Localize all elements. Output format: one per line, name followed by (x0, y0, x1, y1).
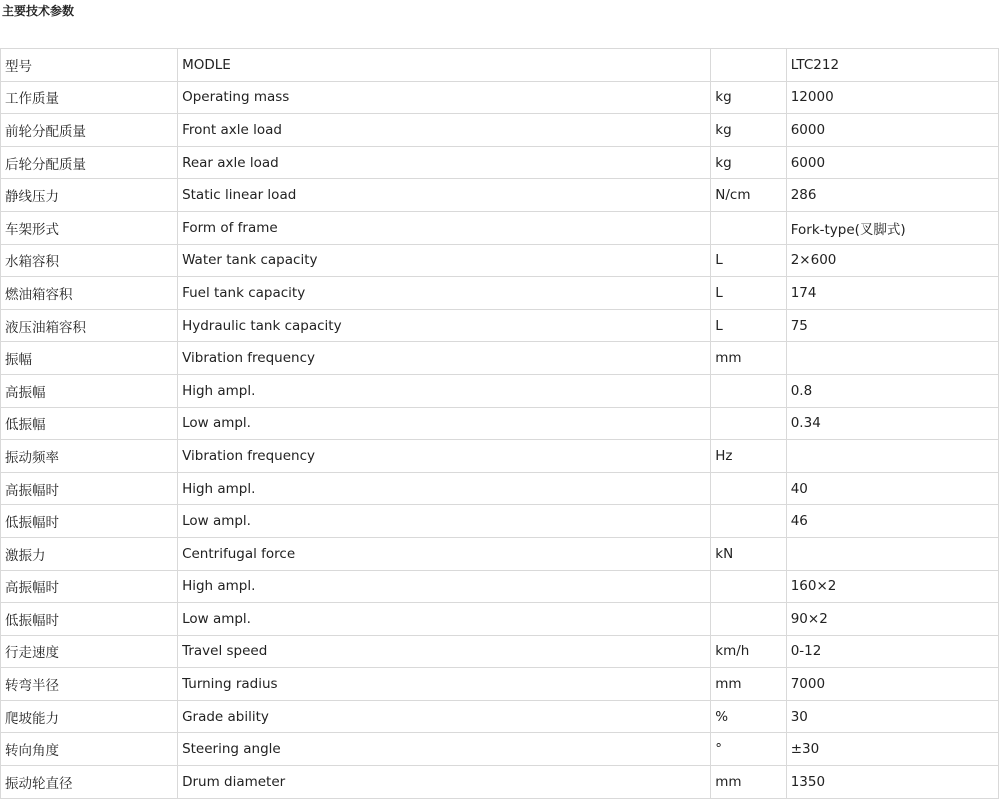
table-row (1, 766, 999, 799)
param-name-cn: 激振力 (1, 537, 178, 570)
param-unit: km/h (711, 635, 786, 668)
param-unit (711, 505, 786, 538)
page-title: 主要技术参数 (2, 4, 75, 18)
param-unit: % (711, 700, 786, 733)
table-row (1, 114, 999, 147)
param-name-cn: 工作质量 (1, 81, 178, 114)
param-name-en: Low ampl. (178, 603, 711, 636)
param-name-cn: 型号 (1, 49, 178, 82)
param-unit: L (711, 309, 786, 342)
table-row (1, 668, 999, 701)
param-name-en: Rear axle load (178, 146, 711, 179)
param-name-en: Front axle load (178, 114, 711, 147)
param-name-cn: 前轮分配质量 (1, 114, 178, 147)
table-row (1, 179, 999, 212)
spec-table (0, 48, 999, 799)
param-name-en: Drum diameter (178, 766, 711, 799)
param-name-en: Operating mass (178, 81, 711, 114)
param-unit: kN (711, 537, 786, 570)
param-value: 6000 (786, 146, 998, 179)
param-value: 40 (786, 472, 998, 505)
param-unit (711, 570, 786, 603)
param-value: LTC212 (786, 49, 998, 82)
param-value (786, 342, 998, 375)
table-row (1, 635, 999, 668)
param-name-cn: 车架形式 (1, 211, 178, 244)
param-unit: mm (711, 668, 786, 701)
param-value: 7000 (786, 668, 998, 701)
param-unit (711, 211, 786, 244)
table-row (1, 603, 999, 636)
param-value: 90×2 (786, 603, 998, 636)
param-name-cn: 爬坡能力 (1, 700, 178, 733)
param-name-en: High ampl. (178, 374, 711, 407)
param-name-cn: 行走速度 (1, 635, 178, 668)
table-row (1, 244, 999, 277)
table-row (1, 407, 999, 440)
param-name-cn: 高振幅时 (1, 472, 178, 505)
param-name-cn: 高振幅 (1, 374, 178, 407)
table-row (1, 505, 999, 538)
table-row (1, 146, 999, 179)
table-row (1, 733, 999, 766)
param-unit: ° (711, 733, 786, 766)
param-name-en: MODLE (178, 49, 711, 82)
param-value: ±30 (786, 733, 998, 766)
param-unit: N/cm (711, 179, 786, 212)
param-name-cn: 液压油箱容积 (1, 309, 178, 342)
param-value: 46 (786, 505, 998, 538)
param-unit (711, 49, 786, 82)
param-name-en: Form of frame (178, 211, 711, 244)
param-name-cn: 静线压力 (1, 179, 178, 212)
param-name-cn: 水箱容积 (1, 244, 178, 277)
table-row (1, 211, 999, 244)
param-unit: mm (711, 342, 786, 375)
param-unit: L (711, 244, 786, 277)
param-name-en: Fuel tank capacity (178, 277, 711, 310)
param-unit: kg (711, 114, 786, 147)
param-name-cn: 转向角度 (1, 733, 178, 766)
table-row (1, 309, 999, 342)
param-value: 0.8 (786, 374, 998, 407)
param-value: 30 (786, 700, 998, 733)
param-unit (711, 374, 786, 407)
param-name-cn: 转弯半径 (1, 668, 178, 701)
param-value: 2×600 (786, 244, 998, 277)
param-value: 12000 (786, 81, 998, 114)
table-row (1, 700, 999, 733)
param-value (786, 537, 998, 570)
param-name-en: Turning radius (178, 668, 711, 701)
param-name-cn: 振动频率 (1, 440, 178, 473)
param-name-cn: 低振幅 (1, 407, 178, 440)
param-value: 0.34 (786, 407, 998, 440)
param-name-en: Water tank capacity (178, 244, 711, 277)
param-value: 1350 (786, 766, 998, 799)
param-unit: kg (711, 81, 786, 114)
param-name-en: Vibration frequency (178, 440, 711, 473)
table-row (1, 440, 999, 473)
param-value: 75 (786, 309, 998, 342)
param-value: 160×2 (786, 570, 998, 603)
param-name-en: Steering angle (178, 733, 711, 766)
param-name-en: Travel speed (178, 635, 711, 668)
table-row (1, 81, 999, 114)
table-row (1, 342, 999, 375)
param-name-en: Static linear load (178, 179, 711, 212)
table-row (1, 277, 999, 310)
param-unit (711, 472, 786, 505)
param-value: 174 (786, 277, 998, 310)
param-unit (711, 407, 786, 440)
param-value: 286 (786, 179, 998, 212)
param-value: Fork-type(叉脚式) (786, 211, 998, 244)
param-name-en: Low ampl. (178, 407, 711, 440)
table-row (1, 374, 999, 407)
param-unit: mm (711, 766, 786, 799)
param-name-en: Vibration frequency (178, 342, 711, 375)
param-name-cn: 低振幅时 (1, 505, 178, 538)
param-unit: Hz (711, 440, 786, 473)
param-value (786, 440, 998, 473)
param-name-en: High ampl. (178, 472, 711, 505)
param-value: 0-12 (786, 635, 998, 668)
param-name-cn: 燃油箱容积 (1, 277, 178, 310)
param-unit: L (711, 277, 786, 310)
param-value: 6000 (786, 114, 998, 147)
table-row (1, 472, 999, 505)
table-row (1, 570, 999, 603)
param-name-en: High ampl. (178, 570, 711, 603)
param-name-en: Grade ability (178, 700, 711, 733)
param-name-en: Low ampl. (178, 505, 711, 538)
table-row (1, 49, 999, 82)
table-row (1, 537, 999, 570)
param-unit (711, 603, 786, 636)
param-name-cn: 低振幅时 (1, 603, 178, 636)
param-name-cn: 后轮分配质量 (1, 146, 178, 179)
param-name-en: Hydraulic tank capacity (178, 309, 711, 342)
param-name-cn: 振动轮直径 (1, 766, 178, 799)
param-name-cn: 振幅 (1, 342, 178, 375)
param-unit: kg (711, 146, 786, 179)
param-name-cn: 高振幅时 (1, 570, 178, 603)
param-name-en: Centrifugal force (178, 537, 711, 570)
